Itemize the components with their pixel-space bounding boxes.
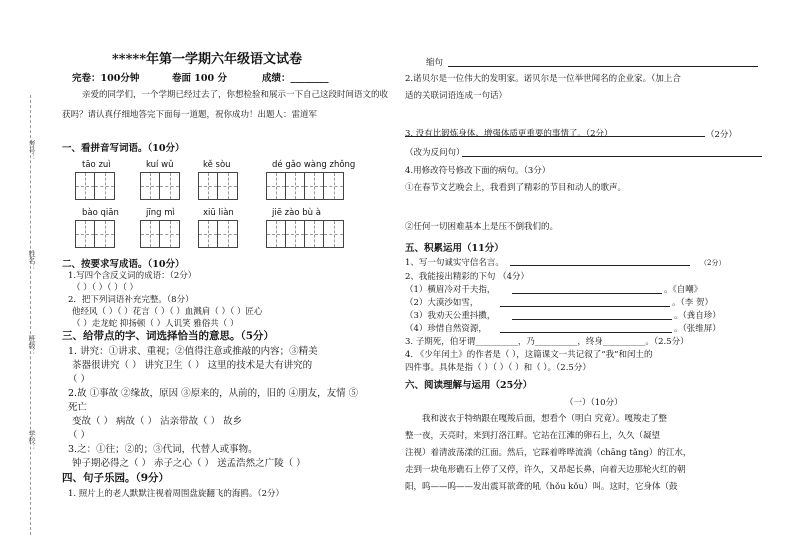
section5-q2-source-2: 。（李 贺） — [672, 298, 713, 308]
section3-q2-d[interactable]: （ ） — [68, 430, 91, 441]
section5-q1-score: （2分） — [700, 259, 726, 267]
writing-grid-2[interactable] — [140, 172, 180, 200]
section5-q2-source-3: 。（龚自珍） — [674, 311, 721, 321]
section5-q2-item-1: （1）横眉冷对千夫指， — [405, 285, 496, 295]
section4-title: 四、句子乐园。（9分） — [62, 472, 170, 484]
pinyin-5: bào qiān — [82, 208, 119, 218]
side-label-exam-no: 考号： — [28, 140, 36, 161]
section3-q2-b: 死亡 — [68, 402, 88, 413]
section2-q2-line1[interactable]: 他经风（ ）（ ）花言（ ）（ ）血溅肩（ ）（ ）匠心 — [72, 307, 263, 317]
section4-q3: 3. 没有比锻炼身体、增强体质更重要的事情了。（2分） — [405, 129, 613, 139]
section5-q2-source-1: 。《自嘲》 — [664, 285, 703, 295]
section4-q2-score: （2分） — [706, 130, 737, 140]
writing-grid-6[interactable] — [140, 220, 180, 248]
reading-para-4: 走到一块龟形礁石上停了又停，许久，又昂起长鼻，向着天边那轮火红的朝 — [405, 465, 686, 475]
pinyin-8: jiē zào bù à — [272, 208, 321, 218]
shorten-label: 缩句 — [426, 58, 444, 68]
writing-grid-4[interactable] — [266, 172, 344, 200]
section3-q1-a: 1. 讲究：①讲求、重视；②值得注意或推敲的内容；③精美 — [68, 346, 318, 357]
section5-q1-answer-line[interactable] — [510, 265, 690, 266]
section3-q3-a: 3.之：①往；②的；③代词，代替人或事物。 — [68, 444, 258, 455]
section5-q4-a[interactable]: 4. 《少年闰土》的作者是（ ），这篇课文一共记叙了“我”和闰土的 — [405, 350, 653, 360]
section4-q2-a: 2.诺贝尔是一位伟大的发明家。诺贝尔是一位举世闻名的企业家。（加上合 — [405, 74, 681, 84]
writing-grid-7[interactable] — [198, 220, 238, 248]
section2-q1: 1.写四个含反义词的成语：（2分） — [68, 271, 197, 281]
section3-q2-a: 2.故 ①事故 ②缘故，原因 ③原来的，从前的，旧的 ④朋友，友情 ⑤ — [68, 388, 359, 399]
reading-para-3: 注视）着清波荡漾的江面。然后，它踩着哗哗流淌（chāng tǎng）的江水， — [405, 448, 692, 458]
section3-q2-c[interactable]: 变故（ ） 病故（ ） 沾亲带故（ ） 故乡 — [72, 416, 243, 427]
pinyin-2: kuí wǔ — [146, 160, 174, 170]
section1-title: 一、看拼音写词语。（10分） — [62, 143, 185, 154]
section3-q1-b[interactable]: 茶器很讲究（ ） 讲究卫生（ ） 这里的技术是大有讲究的 — [72, 360, 313, 371]
section5-q2-item-3: （3）我劝天公重抖擞， — [405, 311, 496, 321]
side-label-school: 学校： — [28, 430, 36, 451]
binding-line — [30, 95, 31, 535]
section6-title: 六、阅读理解与运用（25分） — [405, 380, 533, 391]
section2-title: 二、按要求写成语。（10分） — [62, 259, 185, 270]
pinyin-4: dé gǎo wàng zhǒng — [272, 160, 356, 170]
section4-q4-1: ①在春节文艺晚会上，我看到了精彩的节目和动人的歌声。 — [405, 183, 627, 193]
section5-q2-line-2[interactable] — [500, 306, 670, 307]
score-field[interactable]: 成绩：________ — [262, 73, 329, 84]
section5-q2-item-4: （4）珍惜自然资源， — [405, 324, 487, 334]
section2-q2: 2．把下列词语补充完整。（8分） — [68, 295, 194, 305]
writing-grid-1[interactable] — [75, 172, 115, 200]
exam-total-score: 卷面 100 分 — [172, 73, 227, 84]
section4-q3-answer-line[interactable] — [462, 156, 762, 157]
section5-q2-source-4: 。（张维屏） — [674, 324, 721, 334]
section5-q2-line-4[interactable] — [500, 332, 672, 333]
writing-grid-3[interactable] — [198, 172, 238, 200]
section4-q1: 1. 照片上的老人默默注视着周围盘旋翻飞的海鸥。（2分） — [68, 489, 284, 499]
section5-title: 五、积累运用（11分） — [405, 243, 504, 254]
reading-para-5: 阳，呜——呜——发出震耳欲聋的吼（hǒu kǒu）叫。这时，它身体（鼓 — [405, 482, 678, 492]
section2-q1-blanks[interactable]: （ ）（ ）（ ）（ ） — [72, 283, 139, 293]
writing-grid-5[interactable] — [75, 220, 115, 248]
shorten-answer-line[interactable] — [448, 66, 758, 67]
section3-q3-b[interactable]: 钟子期必得之（ ） 赤子之心（ ） 送孟浩然之广陵（ ） — [72, 458, 306, 469]
section5-q2-line-3[interactable] — [512, 319, 672, 320]
section5-q4-b[interactable]: 四件事。具体是指（ ）（ ）（ ）和（ ）。（2.5分） — [405, 363, 591, 373]
section4-q4: 4.用修改符号修改下面的病句。（3分） — [405, 166, 551, 176]
writing-grid-8[interactable] — [266, 220, 344, 248]
section2-q2-line2[interactable]: （ ）走龙蛇 抑扬顿（ ）人讥笑 雅俗共（ ） — [72, 319, 239, 329]
section5-q3[interactable]: 3. 子期死，伯牙谓__________，乃__________，终身__________。（2.5分） — [405, 337, 689, 347]
section4-q4-2: ②任何一切困难基本上是压不倒我们的。 — [405, 222, 559, 232]
reading-para-1: 我和波衣于特纳跟在嘎羧后面，想看个（明白 究竟）。嘎羧走了整 — [422, 414, 667, 424]
page-title: *****年第一学期六年级语文试卷 — [112, 52, 302, 67]
section4-q3-sub: （改为反问句） — [405, 148, 465, 158]
pinyin-1: tāo zuì — [82, 160, 111, 170]
exam-time: 完卷：100分钟 — [72, 73, 140, 84]
section6-subtitle: （一）（10分） — [565, 398, 623, 408]
section4-q2-b: 适的关联词语连成一句话） — [405, 91, 508, 101]
section3-title: 三、给带点的字、词选择恰当的意思。（5分） — [62, 330, 275, 342]
pinyin-6: jīng mì — [146, 208, 175, 218]
pinyin-3: kě sòu — [203, 160, 231, 170]
section5-q1: 1、写一句诚实守信名言。 — [405, 258, 504, 268]
section3-q1-c[interactable]: （ ） — [68, 374, 91, 385]
pinyin-7: xiū liàn — [203, 208, 234, 218]
section5-q2: 2、我能接出精彩的下句 （4分） — [405, 272, 530, 282]
section5-q2-item-2: （2）大漠沙如雪， — [405, 298, 479, 308]
side-label-class: 班级： — [28, 335, 36, 356]
intro-line-1: 亲爱的同学们，一个学期已经过去了，你想检验和展示一下自己这段时间语文的收 — [82, 90, 389, 100]
reading-para-2: 整一夜，天亮时，来到打洛江畔。它站在江滩的卵石上，久久（凝望 — [405, 431, 661, 441]
section5-q2-line-1[interactable] — [512, 293, 662, 294]
intro-line-2: 获吗？请认真仔细地答完下面每一道题，祝你成功！出题人：雷道军 — [62, 110, 318, 120]
side-label-name: 姓名： — [28, 250, 36, 271]
